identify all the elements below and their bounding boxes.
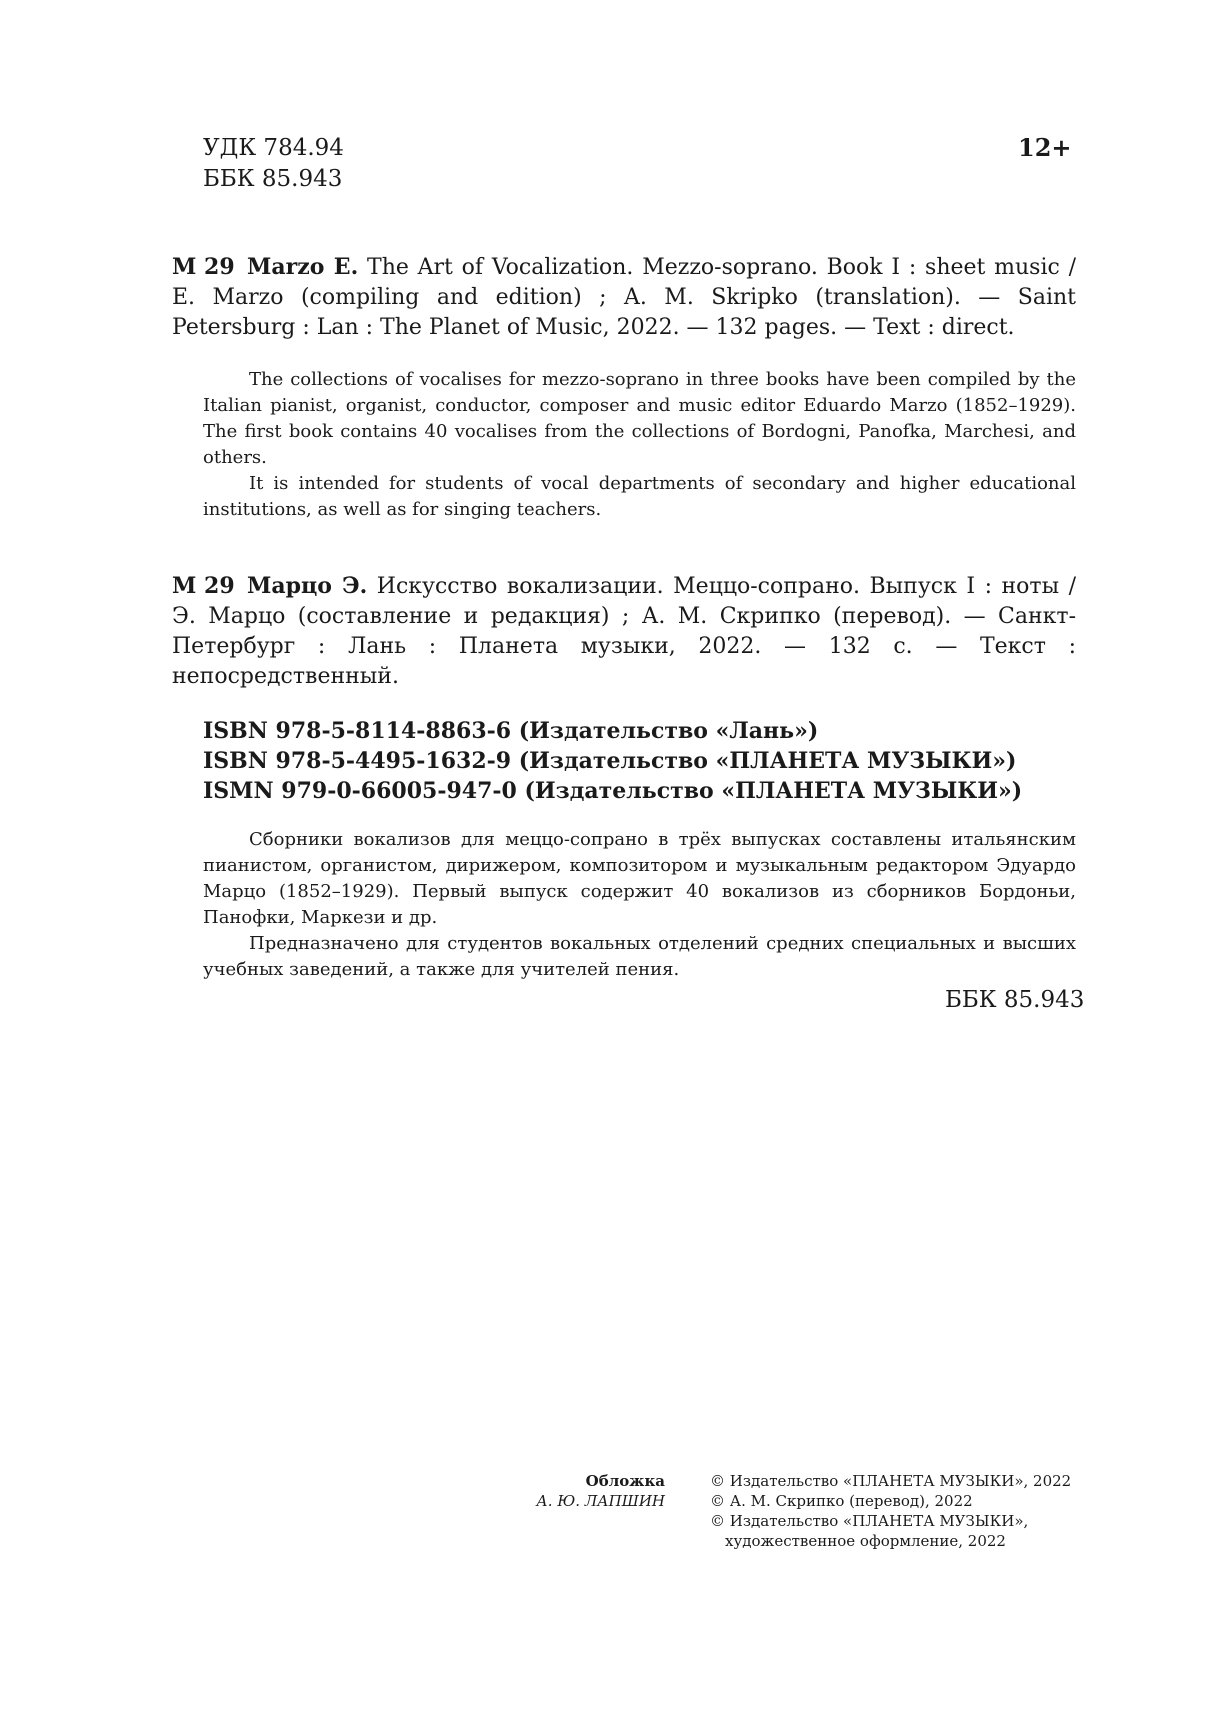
summary-ru-paragraph-2: Предназначено для студентов вокальных отделений средних специальных и высших учебных заведений, а также для учителей пения. bbox=[203, 933, 1076, 980]
copyright-line-3-continued: художественное оформление, 2022 bbox=[725, 1532, 1006, 1550]
copyright-line-1: © Издательство «ПЛАНЕТА МУЗЫКИ», 2022 bbox=[710, 1472, 1072, 1490]
copyright-block bbox=[710, 1471, 1071, 1551]
bbk-code-bottom: ББК 85.943 bbox=[945, 987, 1085, 1013]
summary-ru-paragraph-1: Сборники вокализов для меццо-сопрано в трёх выпусках составлены итальянским пианистом, органистом, дирижером, композитором и музыкальным редактором Эдуардо Марцо (1852–1929). Первый выпуск содержит 40 вокализов из сборников Бордоньи, Панофки, Маркези и др. bbox=[203, 829, 1076, 928]
author-mark-en: М 29 bbox=[172, 254, 235, 280]
author-mark-ru: М 29 bbox=[172, 573, 235, 599]
isbn-block bbox=[203, 716, 1022, 806]
author-name-ru: Марцо Э. bbox=[247, 573, 368, 599]
isbn-planet-of-music: ISBN 978-5-4495-1632-9 (Издательство «ПЛАНЕТА МУЗЫКИ») bbox=[203, 748, 1017, 774]
catalog-entry-ru bbox=[172, 571, 1076, 692]
summary-en-paragraph-2: It is intended for students of vocal departments of secondary and higher educational institutions, as well as for singing teachers. bbox=[203, 473, 1076, 520]
copyright-line-2: © А. М. Скрипко (перевод), 2022 bbox=[710, 1492, 973, 1510]
bbk-code-top: ББК 85.943 bbox=[203, 166, 343, 192]
catalog-entry-en bbox=[172, 252, 1076, 343]
cover-credit-name: А. Ю. ЛАПШИН bbox=[536, 1492, 665, 1510]
cover-credit-label: Обложка bbox=[585, 1472, 665, 1490]
summary-en bbox=[203, 367, 1076, 523]
ismn-planet-of-music: ISMN 979-0-66005-947-0 (Издательство «ПЛАНЕТА МУЗЫКИ») bbox=[203, 778, 1023, 804]
udk-code: УДК 784.94 bbox=[203, 135, 344, 161]
age-rating: 12+ bbox=[1018, 133, 1072, 162]
isbn-lan: ISBN 978-5-8114-8863-6 (Издательство «Лань») bbox=[203, 718, 819, 744]
copyright-line-3: © Издательство «ПЛАНЕТА МУЗЫКИ», bbox=[710, 1512, 1029, 1530]
summary-en-paragraph-1: The collections of vocalises for mezzo-soprano in three books have been compiled by the Italian pianist, organist, conductor, composer and music editor Eduardo Marzo (1852–1929). The first book contains 40 vocalises from the collections of Bordogni, Panofka, Marchesi, and others. bbox=[203, 369, 1076, 468]
author-name-en: Marzo E. bbox=[247, 254, 359, 280]
entry-text-ru: Искусство вокализации. Меццо-сопрано. Выпуск I : ноты / Э. Марцо (составление и редакция) ; А. М. Скрипко (перевод). — Санкт-Петербург : Лань : Планета музыки, 2022. — 132 с. — Текст : непосредственный. bbox=[172, 574, 1076, 689]
summary-ru bbox=[203, 827, 1076, 983]
entry-text-en: The Art of Vocalization. Mezzo-soprano. Book I : sheet music / E. Marzo (compiling and edition) ; A. M. Skripko (translation). — Saint Petersburg : Lan : The Planet of Music, 2022. — 132 pages. — Text : direct. bbox=[172, 255, 1077, 340]
